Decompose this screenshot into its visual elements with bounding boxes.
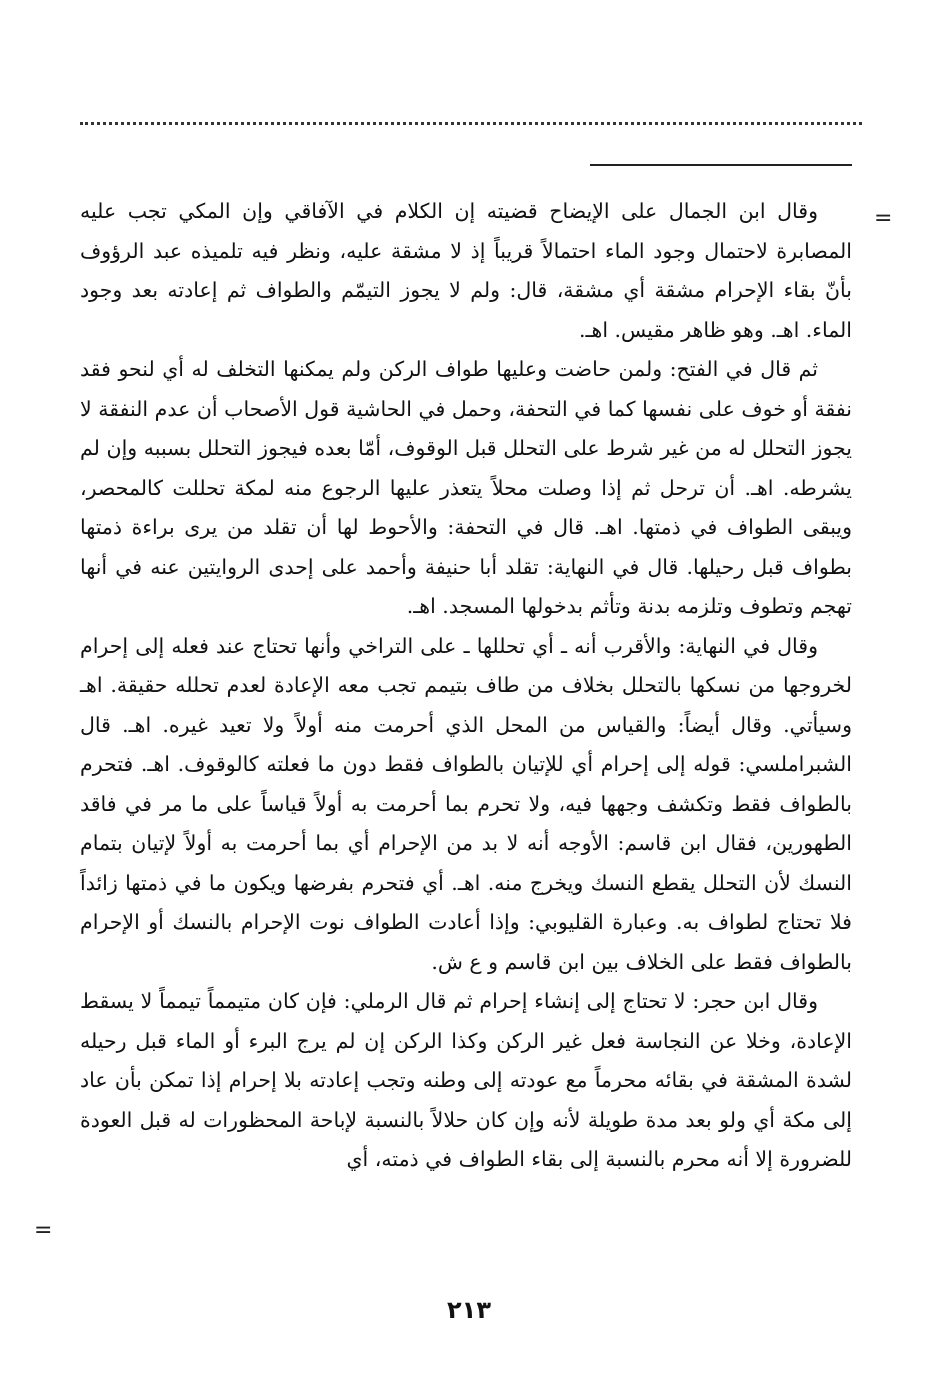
header-dotted-rule <box>80 122 862 125</box>
continuation-mark-bottom: = <box>34 1218 53 1243</box>
paragraph-1: وقال ابن الجمال على الإيضاح قضيته إن الكلام في الآفاقي وإن المكي تجب عليه المصابرة لاحتمال وجود الماء احتمالاً قريباً إذ لا مشقة عليه، ونظر فيه تلميذه عبد الرؤوف بأنّ بقاء الإحرام مشقة أي مشقة، قال: ولم لا يجوز التيمّم والطواف ثم إعادته بعد وجود الماء. اهـ. وهو ظاهر مقيس. اهـ. <box>80 199 852 342</box>
paragraph-4: وقال ابن حجر: لا تحتاج إلى إنشاء إحرام ثم قال الرملي: فإن كان متيمماً تيمماً لا يسقط الإعادة، وخلا عن النجاسة فعل غير الركن وكذا الركن إن لم يرج البرء أو الماء قبل رحيله لشدة المشقة في بقائه محرماً مع عودته إلى وطنه وتجب إعادته بلا إحرام إذا تمكن بأن عاد إلى مكة أي ولو بعد مدة طويلة لأنه وإن كان حلالاً بالنسبة لإباحة المحظورات له قبل العودة للضرورة إلا أنه محرم بالنسبة إلى بقاء الطواف في ذمته، أي <box>80 989 852 1171</box>
footnote-text-body <box>80 192 852 1180</box>
footnote-separator-rule <box>590 164 852 166</box>
paragraph-2: ثم قال في الفتح: ولمن حاضت وعليها طواف الركن ولم يمكنها التخلف له أي لنحو فقد نفقة أو خوف على نفسها كما في التحفة، وحمل في الحاشية قول الأصحاب أن عدم النفقة لا يجوز التحلل له من غير شرط على التحلل قبل الوقوف، أمّا بعده فيجوز التحلل بسببه وإن لم يشرطه. اهـ. أن ترحل ثم إذا وصلت محلاً يتعذر عليها الرجوع منه لمكة تحللت كالمحصر، ويبقى الطواف في ذمتها. اهـ. قال في التحفة: والأحوط لها أن تقلد من يرى براءة ذمتها بطواف قبل رحيلها. قال في النهاية: تقلد أبا حنيفة وأحمد على إحدى الروايتين عنه في أنها تهجم وتطوف وتلزمه بدنة وتأثم بدخولها المسجد. اهـ. <box>80 357 852 618</box>
paragraph-3: وقال في النهاية: والأقرب أنه ـ أي تحللها ـ على التراخي وأنها تحتاج عند فعله إلى إحرام لخروجها من نسكها بالتحلل بخلاف من طاف بتيمم تجب معه الإعادة لعدم تحلله حقيقة. اهـ وسيأتي. وقال أيضاً: والقياس من المحل الذي أحرمت منه أولاً ولا تعيد غيره. اهـ. قال الشبراملسي: قوله إلى إحرام أي للإتيان بالطواف فقط دون ما فعلته كالوقوف. اهـ. فتحرم بالطواف فقط وتكشف وجهها فيه، ولا تحرم بما أحرمت به أولاً قياساً على ما مر في فاقد الطهورين، فقال ابن قاسم: الأوجه أنه لا بد من الإحرام أي بما أحرمت به أولاً لإتيان بتمام النسك لأن التحلل يقطع النسك ويخرج منه. اهـ. أي فتحرم بفرضها ويكون ما في ذمتها زائداً فلا تحتاج لطواف به. وعبارة القليوبي: وإذا أعادت الطواف نوت الإحرام بالنسك أو الإحرام بالطواف فقط على الخلاف بين ابن قاسم و ع ش. <box>80 633 852 974</box>
page-number: ٢١٣ <box>447 1296 491 1324</box>
continuation-mark-top: = <box>874 206 893 231</box>
